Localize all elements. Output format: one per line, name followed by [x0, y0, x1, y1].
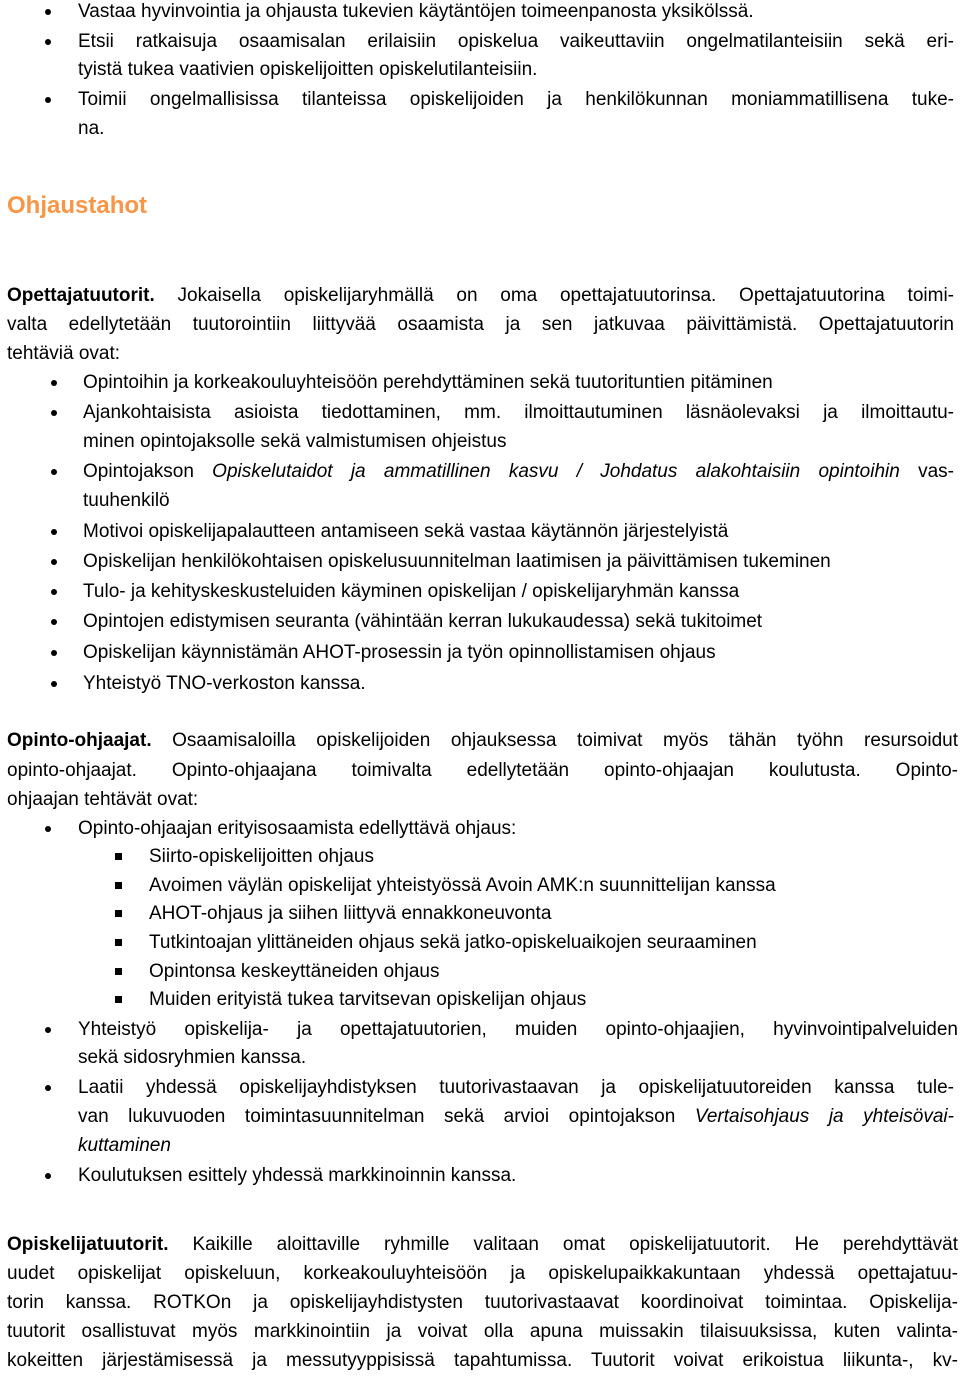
course-name: Vertaisohjaus ja yhteisövai- — [694, 1106, 954, 1127]
bullet-dot-icon — [51, 681, 57, 687]
bullet-dot-icon — [45, 97, 51, 103]
square-bullet-icon — [115, 853, 122, 860]
list-item: Opintoihin ja korkeakouluyhteisöön perehdyttäminen sekä tuutorituntien pitäminen — [0, 368, 960, 398]
square-bullet-icon — [115, 882, 122, 889]
list-item: Motivoi opiskelijapalautteen antamiseen sekä vastaa käytännön järjestelyistä — [0, 517, 960, 547]
paragraph-line: torin kanssa. ROTKOn ja opiskelijayhdistysten tuutorivastaavat koordinoivat toimintaa. Opiskelija- — [7, 1292, 958, 1313]
list-item-continuation: van lukuvuoden toimintasuunnitelman sekä arvioi opintojakson Vertaisohjaus ja yhteisövai- — [78, 1106, 954, 1127]
list-item-continuation: minen opintojaksolle sekä valmistumisen ohjeistus — [83, 431, 507, 452]
square-bullet-icon — [115, 939, 122, 946]
sub-list-item: AHOT-ohjaus ja siihen liittyvä ennakkoneuvonta — [0, 899, 960, 929]
bullet-dot-icon — [51, 559, 57, 565]
paragraph-title: Opiskelijatuutorit. — [7, 1234, 169, 1255]
list-item-continuation: sekä sidosryhmien kanssa. — [78, 1047, 307, 1068]
bullet-dot-icon — [51, 469, 57, 475]
paragraph-line: kokeitten järjestämisessä ja messutyyppisissä tapahtumissa. Tuutorit voivat erikoistua liikunta-, kv- — [7, 1350, 958, 1371]
paragraph-line: tehtäviä ovat: — [7, 343, 121, 364]
bullet-dot-icon — [45, 39, 51, 45]
bullet-dot-icon — [51, 410, 57, 416]
bullet-dot-icon — [45, 9, 51, 15]
list-item: Tulo- ja kehityskeskusteluiden käyminen opiskelijan / opiskelijaryhmän kanssa — [0, 577, 960, 607]
list-item: Laatii yhdessä opiskelijayhdistyksen tuutorivastaavan ja opiskelijatuutoreiden kanssa tule- — [0, 1073, 960, 1103]
list-item: Ajankohtaisista asioista tiedottaminen, mm. ilmoittautuminen läsnäolevaksi ja ilmoittautu- — [0, 398, 960, 428]
paragraph-line: opinto-ohjaajat. Opinto-ohjaajana toimivalta edellytetään opinto-ohjaajan koulutusta. Opinto- — [7, 760, 958, 781]
list-item-continuation: tuuhenkilö — [83, 490, 170, 511]
bullet-dot-icon — [45, 1085, 51, 1091]
list-item: Opintojen edistymisen seuranta (vähintään kerran lukukaudessa) sekä tukitoimet — [0, 607, 960, 637]
bullet-dot-icon — [51, 619, 57, 625]
sub-list-item: Opintonsa keskeyttäneiden ohjaus — [0, 957, 960, 987]
paragraph-line: valta edellytetään tuutorointiin liittyvää osaamista ja sen jatkuvaa päivittämistä. Opettajatuutorin — [7, 314, 954, 335]
sub-list-item: Muiden erityistä tukea tarvitsevan opiskelijan ohjaus — [0, 985, 960, 1015]
square-bullet-icon — [115, 910, 122, 917]
paragraph-line: Opettajatuutorit. Jokaisella opiskelijaryhmällä on oma opettajatuutorinsa. Opettajatuutorina toimi- — [7, 285, 954, 306]
list-item: Koulutuksen esittely yhdessä markkinoinnin kanssa. — [0, 1161, 960, 1191]
list-item-continuation — [0, 1131, 960, 1161]
bullet-dot-icon — [45, 826, 51, 832]
bullet-dot-icon — [51, 650, 57, 656]
list-item-continuation: na. — [78, 118, 105, 139]
bullet-dot-icon — [45, 1173, 51, 1179]
paragraph-title: Opinto-ohjaajat. — [7, 730, 152, 751]
list-item: Etsii ratkaisuja osaamisalan erilaisiin opiskelua vaikeuttaviin ongelmatilanteisiin sekä eri- — [0, 27, 960, 57]
list-item: Opinto-ohjaajan erityisosaamista edellyttävä ohjaus: — [0, 814, 960, 844]
bullet-dot-icon — [45, 1027, 51, 1033]
list-item: Opiskelijan käynnistämän AHOT-prosessin ja työn opinnollistamisen ohjaus — [0, 638, 960, 668]
list-item: Yhteistyö TNO-verkoston kanssa. — [0, 669, 960, 699]
paragraph-line: ohjaajan tehtävät ovat: — [7, 789, 199, 810]
list-item: Yhteistyö opiskelija- ja opettajatuutorien, muiden opinto-ohjaajien, hyvinvointipalveluiden — [0, 1015, 960, 1045]
bullet-dot-icon — [51, 589, 57, 595]
course-name: Opiskelutaidot ja ammatillinen kasvu / Johdatus alakohtaisiin opintoihin — [212, 461, 900, 482]
paragraph-title: Opettajatuutorit. — [7, 285, 155, 306]
section-heading: Ohjaustahot — [7, 192, 148, 219]
paragraph-line: Opinto-ohjaajat. Osaamisaloilla opiskelijoiden ohjauksessa toimivat myös tähän työhn resursoidut — [7, 730, 958, 751]
paragraph-line: Opiskelijatuutorit. Kaikille aloittaville ryhmille valitaan omat opiskelijatuutorit. He perehdyttävät — [7, 1234, 958, 1255]
paragraph-line: uudet opiskelijat opiskeluun, korkeakouluyhteisöön ja opiskelupaikkakuntaan yhdessä opettajatuu- — [7, 1263, 958, 1284]
sub-list-item: Siirto-opiskelijoitten ohjaus — [0, 842, 960, 872]
sub-list-item: Avoimen väylän opiskelijat yhteistyössä Avoin AMK:n suunnittelijan kanssa — [0, 871, 960, 901]
bullet-dot-icon — [51, 529, 57, 535]
bullet-dot-icon — [51, 380, 57, 386]
sub-list-item: Tutkintoajan ylittäneiden ohjaus sekä jatko-opiskeluaikojen seuraaminen — [0, 928, 960, 958]
list-item: Toimii ongelmallisissa tilanteissa opiskelijoiden ja henkilökunnan moniammatillisena tuke- — [0, 85, 960, 115]
paragraph-line: tuutorit osallistuvat myös markkinointiin ja voivat olla apuna muissakin tilaisuuksissa, kuten valinta- — [7, 1321, 958, 1342]
square-bullet-icon — [115, 996, 122, 1003]
list-item: Vastaa hyvinvointia ja ohjausta tukevien käytäntöjen toimeenpanosta yksikölssä. — [0, 0, 960, 27]
list-item: Opiskelijan henkilökohtaisen opiskelusuunnitelman laatimisen ja päivittämisen tukeminen — [0, 547, 960, 577]
course-name: kuttaminen — [78, 1135, 171, 1156]
square-bullet-icon — [115, 968, 122, 975]
list-item-continuation: tyistä tukea vaativien opiskelijoitten opiskelutilanteisiin. — [78, 59, 538, 80]
list-item: Opintojakson Opiskelutaidot ja ammatillinen kasvu / Johdatus alakohtaisiin opintoihin vas- — [0, 457, 960, 487]
